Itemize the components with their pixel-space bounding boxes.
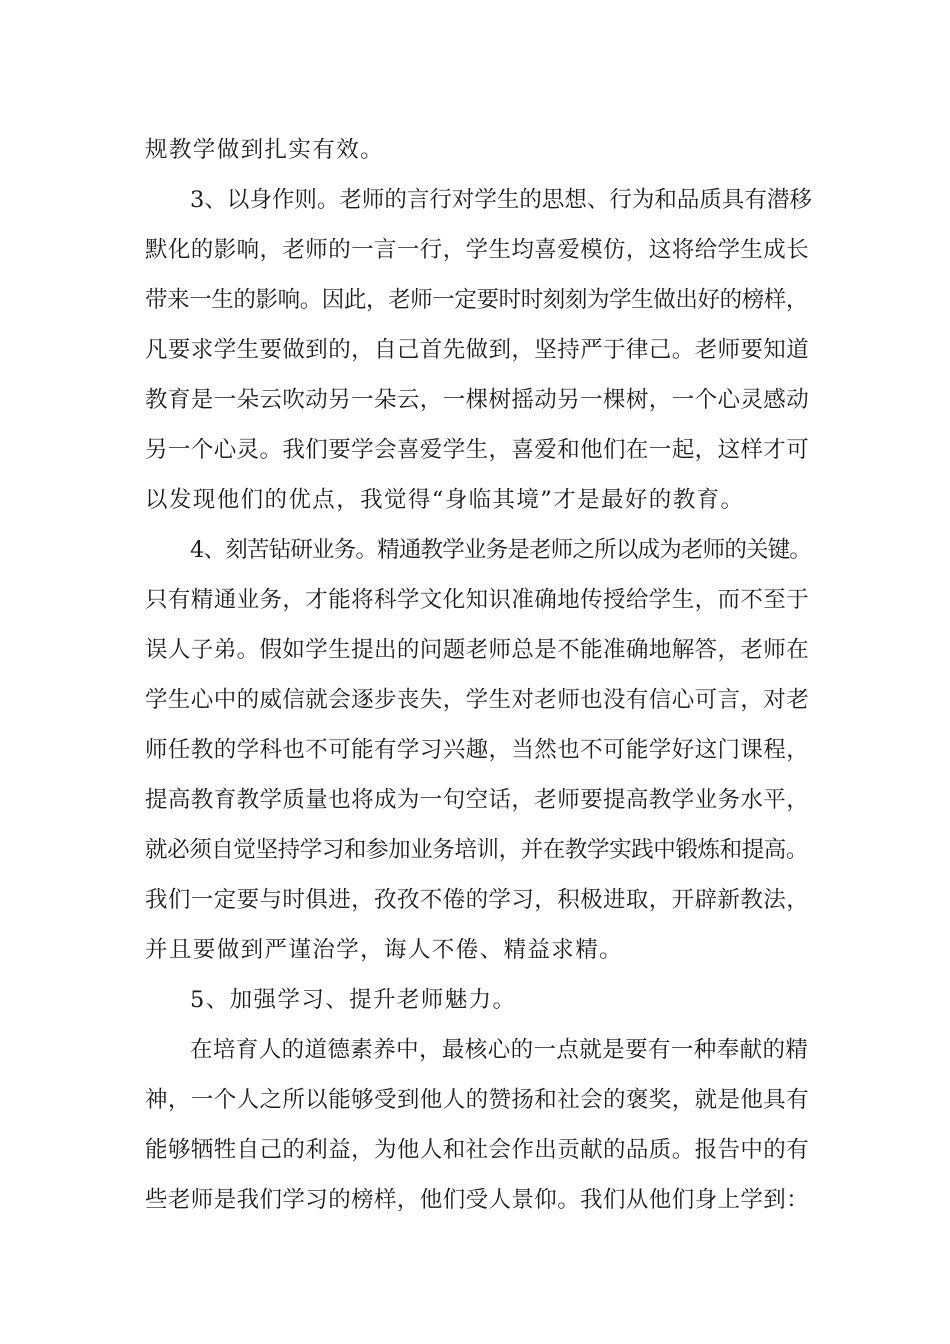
text-line: 神，一个人之所以能够受到他人的赞扬和社会的褒奖，就是他具有 bbox=[145, 1087, 810, 1113]
text-line: 学生心中的威信就会逐步丧失，学生对老师也没有信心可言，对老 bbox=[145, 687, 810, 713]
paragraph-5-heading: 5、加强学习、提升老师魅力。 bbox=[190, 987, 517, 1013]
text-line: 规教学做到扎实有效。 bbox=[145, 137, 385, 163]
paragraph-first-line: 在培育人的道德素养中，最核心的一点就是要有一种奉献的精 bbox=[190, 1037, 809, 1063]
text-line: 教育是一朵云吹动另一朵云，一棵树摇动另一棵树，一个心灵感动 bbox=[145, 387, 810, 413]
text-line: 以发现他们的优点，我觉得“身临其境”才是最好的教育。 bbox=[145, 487, 745, 513]
text-line: 提高教育教学质量也将成为一句空话，老师要提高教学业务水平， bbox=[145, 787, 810, 813]
text-line: 默化的影响，老师的一言一行，学生均喜爱模仿，这将给学生成长 bbox=[145, 237, 810, 263]
text-line: 就必须自觉坚持学习和参加业务培训，并在教学实践中锻炼和提高。 bbox=[145, 837, 809, 863]
paragraph-3-first-line: 3、以身作则。老师的言行对学生的思想、行为和品质具有潜移 bbox=[190, 187, 812, 213]
text-line: 带来一生的影响。因此，老师一定要时时刻刻为学生做出好的榜样， bbox=[145, 287, 809, 313]
text-line: 并且要做到严谨治学，诲人不倦、精益求精。 bbox=[145, 937, 624, 963]
text-line: 我们一定要与时俱进，孜孜不倦的学习，积极进取，开辟新教法， bbox=[145, 887, 810, 913]
text-line: 只有精通业务，才能将科学文化知识准确地传授给学生，而不至于 bbox=[145, 587, 810, 613]
text-line: 能够牺牲自己的利益，为他人和社会作出贡献的品质。报告中的有 bbox=[145, 1137, 810, 1163]
text-line: 误人子弟。假如学生提出的问题老师总是不能准确地解答，老师在 bbox=[145, 637, 810, 663]
text-line: 另一个心灵。我们要学会喜爱学生，喜爱和他们在一起，这样才可 bbox=[145, 437, 810, 463]
text-line: 些老师是我们学习的榜样，他们受人景仰。我们从他们身上学到： bbox=[145, 1187, 810, 1213]
text-line: 师任教的学科也不可能有学习兴趣，当然也不可能学好这门课程， bbox=[145, 737, 810, 763]
paragraph-4-first-line: 4、刻苦钻研业务。精通教学业务是老师之所以成为老师的关键。 bbox=[190, 537, 812, 563]
text-line: 凡要求学生要做到的，自己首先做到，坚持严于律己。老师要知道 bbox=[145, 337, 810, 363]
